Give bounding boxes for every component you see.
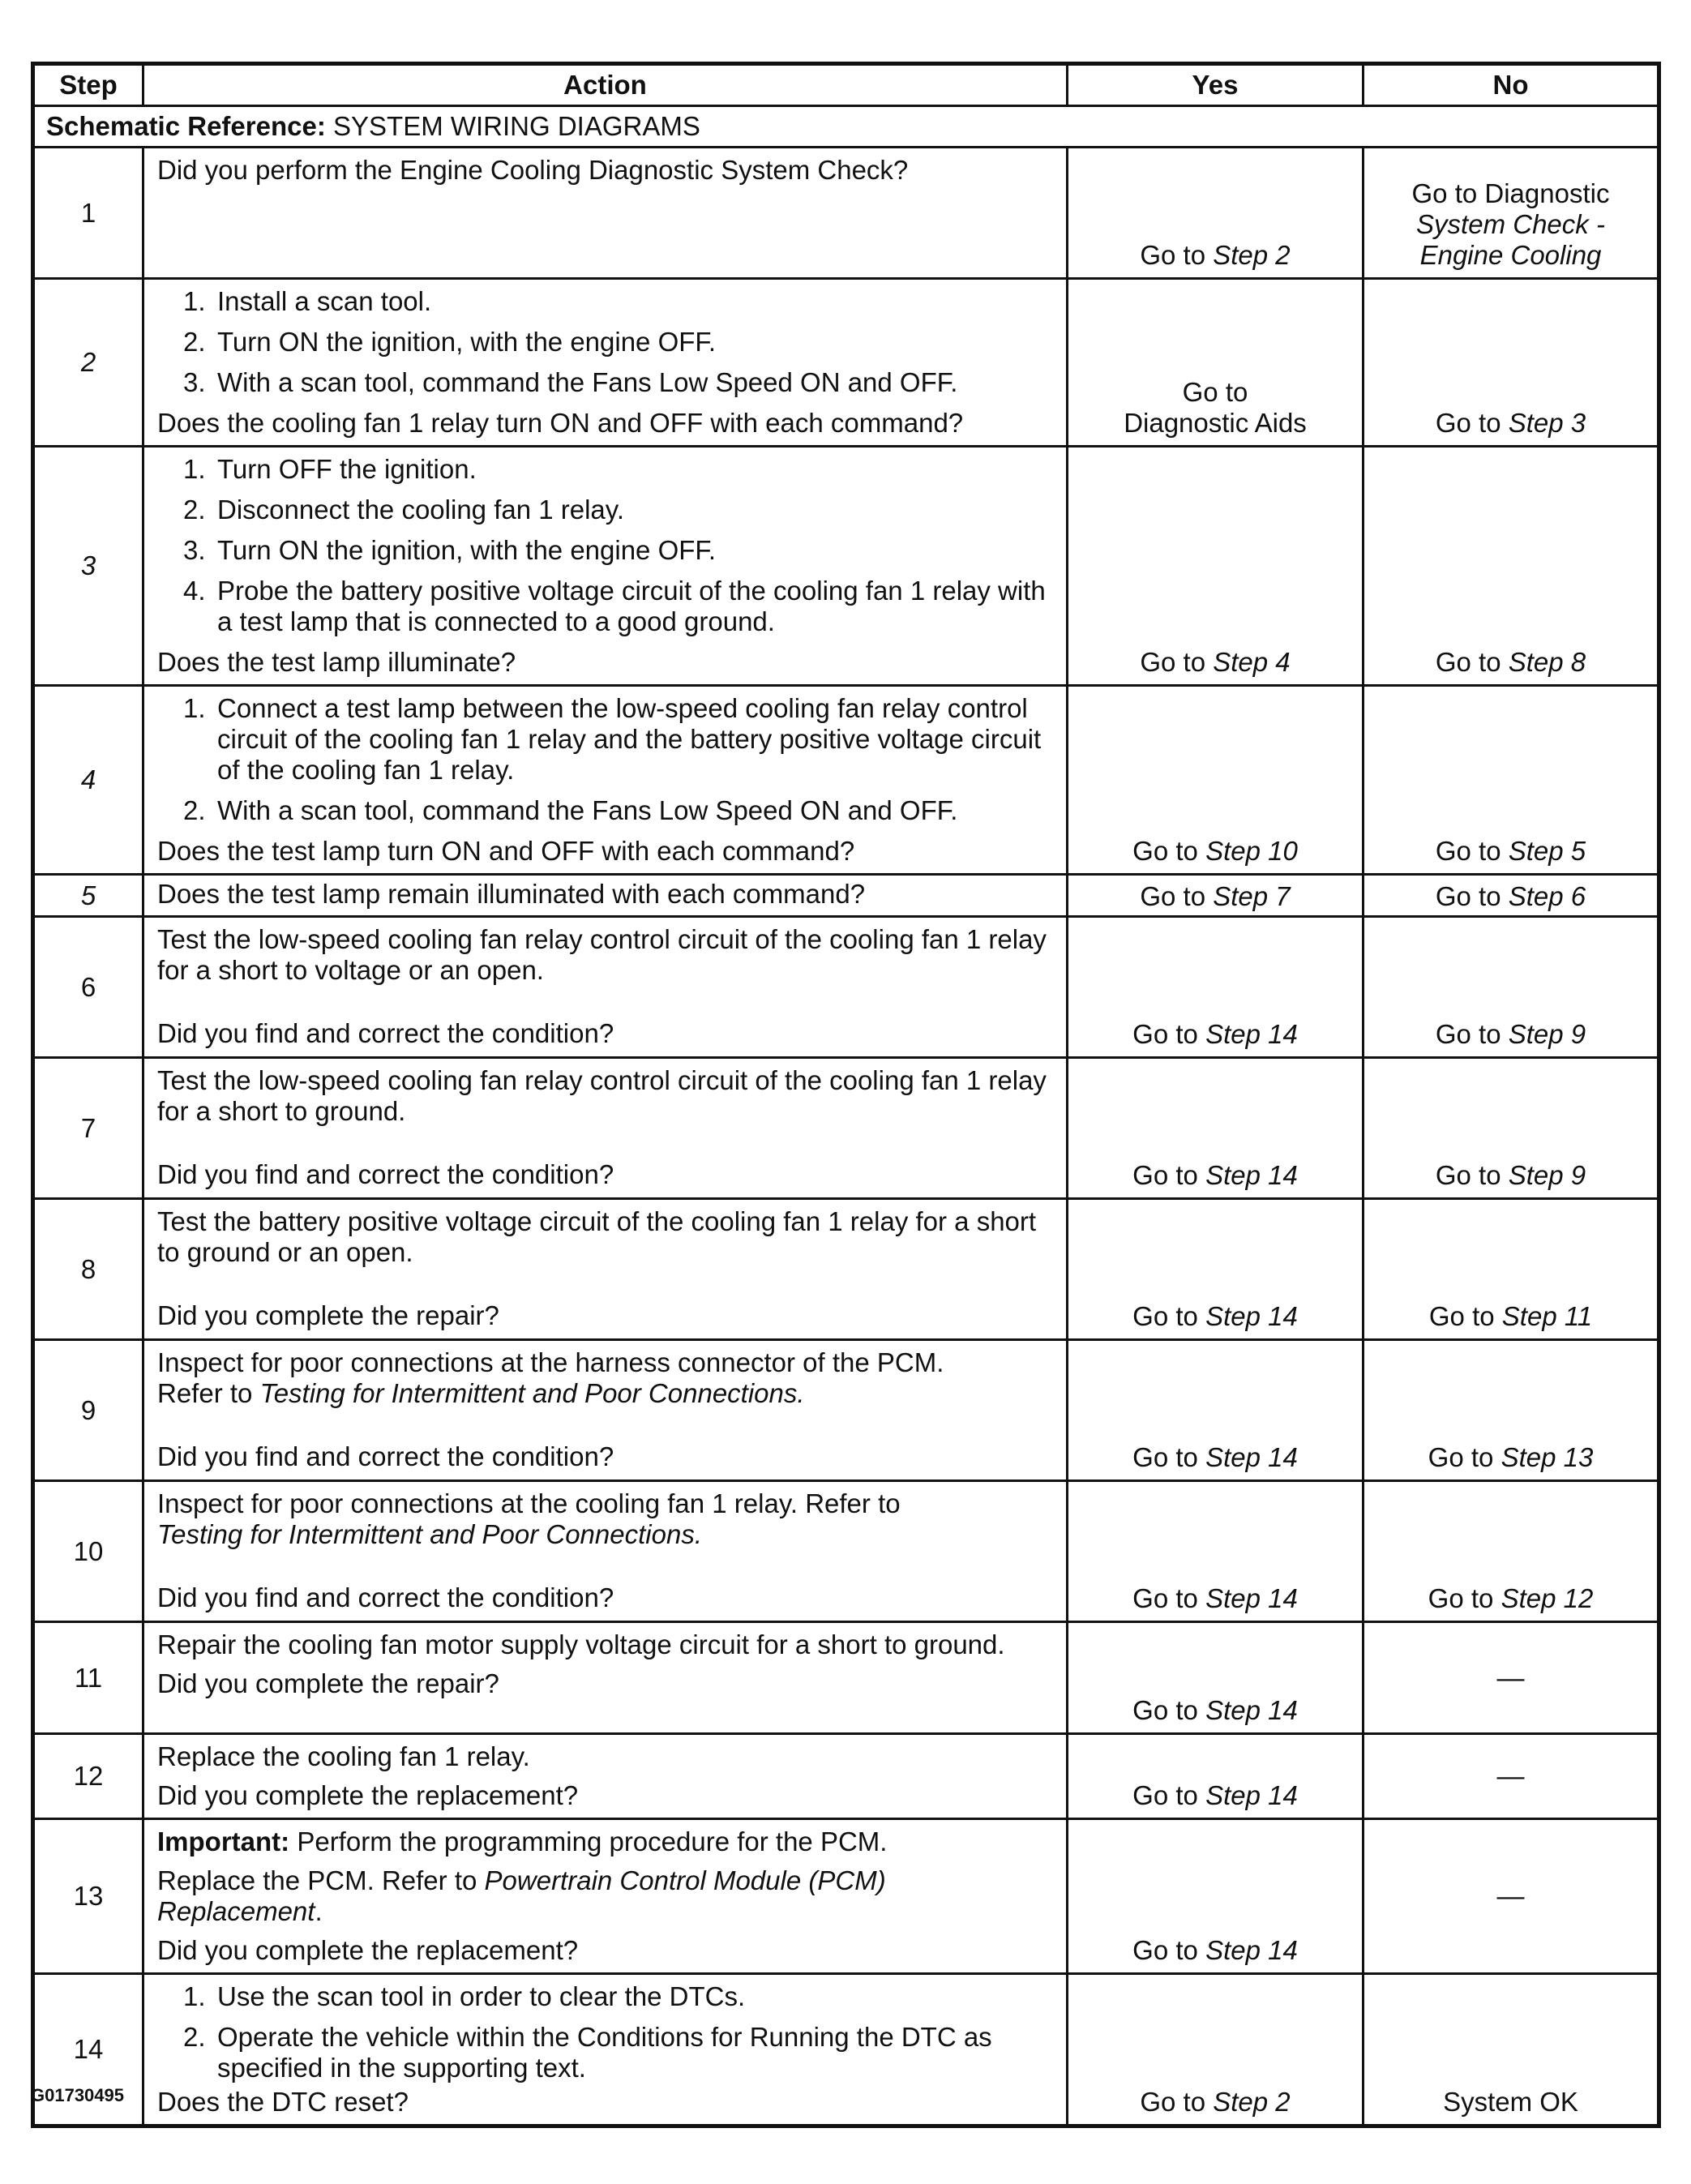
- action-question: Does the DTC reset?: [157, 2087, 409, 2117]
- table-row: [33, 1974, 1659, 2126]
- no-cell: [1364, 1734, 1659, 1819]
- yes-cell: [1068, 1974, 1364, 2126]
- yes-prefix: Go to: [1132, 1583, 1198, 1613]
- action-cell: Important: Perform the programming procedure for the PCM. Replace the PCM. Refer to Powertrain Control Module (PCM) Replacement. Did you complete the replacement?: [143, 1819, 1068, 1974]
- yes-step-link[interactable]: Step 14: [1205, 1780, 1298, 1810]
- schematic-value: SYSTEM WIRING DIAGRAMS: [333, 111, 700, 141]
- action-question: Did you find and correct the condition?: [157, 1018, 614, 1048]
- no-step-link[interactable]: Step 9: [1508, 1160, 1586, 1190]
- no-cell: [1364, 1199, 1659, 1340]
- yes-step-link[interactable]: Step 4: [1213, 647, 1291, 677]
- no-result: System OK: [1443, 2087, 1578, 2117]
- action-text: Replace the cooling fan 1 relay.: [157, 1741, 530, 1771]
- reference-link[interactable]: Testing for Intermittent and Poor Connections.: [157, 1519, 702, 1549]
- step-number: 14: [33, 1974, 143, 2126]
- action-cell: [143, 148, 1068, 279]
- action-cell: [143, 1734, 1068, 1819]
- table-row: [33, 148, 1659, 279]
- action-question: Did you complete the replacement?: [157, 1780, 579, 1810]
- action-text: Test the battery positive voltage circuit of the cooling fan 1 relay for a short to ground or an open.: [157, 1206, 1037, 1267]
- table-row: [33, 1340, 1659, 1481]
- diagnostic-table-container: [31, 62, 1657, 2128]
- no-step-link[interactable]: Step 13: [1500, 1442, 1594, 1472]
- action-question: Did you find and correct the condition?: [157, 1441, 614, 1471]
- yes-step-link[interactable]: Step 2: [1213, 240, 1291, 270]
- yes-step-link[interactable]: Step 14: [1205, 1935, 1298, 1965]
- yes-prefix: Go to: [1132, 1442, 1198, 1472]
- yes-prefix: Go to: [1132, 1935, 1198, 1965]
- refer-prefix: Refer to: [157, 1378, 253, 1408]
- step-number: 12: [33, 1734, 143, 1819]
- action-item: 1. Connect a test lamp between the low-speed cooling fan relay control circuit of the cooling fan 1 relay and the battery positive voltage circuit of the cooling fan 1 relay.: [183, 693, 1042, 785]
- table-row: [33, 279, 1659, 447]
- step-number: 1: [33, 148, 143, 279]
- action-cell: [143, 686, 1068, 875]
- no-step-link[interactable]: Step 11: [1501, 1301, 1593, 1331]
- header-no: No: [1364, 64, 1659, 106]
- step-number: 3: [33, 447, 143, 686]
- yes-cell: [1068, 1340, 1364, 1481]
- yes-prefix: Go to: [1140, 240, 1206, 270]
- action-cell: [143, 447, 1068, 686]
- no-cell: [1364, 875, 1659, 917]
- no-prefix: Go to: [1428, 1442, 1494, 1472]
- no-link-line-2[interactable]: System Check -: [1416, 209, 1605, 239]
- reference-link[interactable]: Testing for Intermittent and Poor Connections.: [259, 1378, 805, 1408]
- action-text: Test the low-speed cooling fan relay control circuit of the cooling fan 1 relay for a short to voltage or an open.: [157, 924, 1047, 985]
- no-prefix: Go to: [1435, 836, 1501, 866]
- no-link-line-1[interactable]: Go to Diagnostic: [1411, 178, 1610, 208]
- action-cell: [143, 917, 1068, 1058]
- action-question: Does the cooling fan 1 relay turn ON and OFF with each command?: [157, 408, 964, 438]
- no-step-link[interactable]: Step 6: [1508, 881, 1586, 911]
- action-cell: [143, 1481, 1068, 1622]
- step-number: 4: [33, 686, 143, 875]
- step-number: 7: [33, 1058, 143, 1199]
- no-step-link[interactable]: Step 3: [1508, 408, 1586, 438]
- no-link-line-3[interactable]: Engine Cooling: [1419, 240, 1602, 270]
- no-prefix: Go to: [1435, 647, 1501, 677]
- table-row: [33, 686, 1659, 875]
- step-number: 8: [33, 1199, 143, 1340]
- action-text: Inspect for poor connections at the harness connector of the PCM.: [157, 1347, 944, 1377]
- action-item: 1. Use the scan tool in order to clear the DTCs.: [183, 1981, 746, 2011]
- yes-cell: [1068, 686, 1364, 875]
- no-not-applicable: —: [1496, 1662, 1525, 1694]
- no-cell: [1364, 279, 1659, 447]
- yes-cell: [1068, 1199, 1364, 1340]
- yes-cell: [1068, 917, 1364, 1058]
- yes-step-link[interactable]: Step 14: [1205, 1583, 1298, 1613]
- yes-link[interactable]: Diagnostic Aids: [1124, 408, 1307, 438]
- no-cell: [1364, 148, 1659, 279]
- yes-cell: [1068, 148, 1364, 279]
- no-prefix: Go to: [1428, 1301, 1495, 1331]
- no-cell: [1364, 1622, 1659, 1734]
- no-prefix: Go to: [1435, 1160, 1501, 1190]
- step-number: 11: [33, 1622, 143, 1734]
- table-row: [33, 1058, 1659, 1199]
- yes-cell: [1068, 1819, 1364, 1974]
- table-row: [33, 1819, 1659, 1974]
- yes-cell: [1068, 279, 1364, 447]
- action-item: 3. Turn ON the ignition, with the engine OFF.: [183, 535, 717, 565]
- action-cell: [143, 875, 1068, 917]
- no-prefix: Go to: [1435, 1019, 1501, 1049]
- no-step-link[interactable]: Step 5: [1508, 836, 1586, 866]
- reference-link[interactable]: Powertrain Control Module (PCM) Replacement: [157, 1865, 886, 1926]
- action-question: Did you perform the Engine Cooling Diagnostic System Check?: [157, 155, 909, 185]
- action-text: Test the low-speed cooling fan relay control circuit of the cooling fan 1 relay for a short to ground.: [157, 1065, 1047, 1126]
- no-cell: [1364, 1058, 1659, 1199]
- yes-prefix: Go to: [1132, 1780, 1198, 1810]
- action-cell: [143, 1058, 1068, 1199]
- figure-id: G01730495: [31, 2085, 124, 2105]
- diagnostic-table: [31, 62, 1661, 2128]
- table-row: [33, 875, 1659, 917]
- no-cell: [1364, 1340, 1659, 1481]
- no-prefix: Go to: [1435, 408, 1501, 438]
- header-step: Step: [33, 64, 143, 106]
- yes-cell: [1068, 1058, 1364, 1199]
- yes-prefix: Go to: [1132, 1019, 1198, 1049]
- table-row: [33, 1622, 1659, 1734]
- yes-prefix: Go to: [1132, 1301, 1198, 1331]
- no-prefix: Go to: [1435, 881, 1501, 911]
- step-number: 10: [33, 1481, 143, 1622]
- action-question: Did you find and correct the condition?: [157, 1159, 614, 1189]
- table-row: [33, 1734, 1659, 1819]
- table-row: [33, 1481, 1659, 1622]
- yes-step-link[interactable]: Step 14: [1205, 1695, 1298, 1725]
- action-cell: [143, 1199, 1068, 1340]
- action-cell: [143, 1974, 1068, 2126]
- no-cell: [1364, 686, 1659, 875]
- table-row: [33, 447, 1659, 686]
- yes-step-link[interactable]: Step 14: [1205, 1301, 1298, 1331]
- yes-cell: [1068, 1734, 1364, 1819]
- no-cell: [1364, 917, 1659, 1058]
- yes-prefix: Go to: [1132, 1160, 1198, 1190]
- yes-step-link[interactable]: Step 14: [1205, 1442, 1298, 1472]
- no-step-link[interactable]: Step 9: [1508, 1019, 1586, 1049]
- important-label: Important:: [157, 1826, 290, 1856]
- yes-prefix: Go to: [1132, 1695, 1198, 1725]
- table-row: [33, 1199, 1659, 1340]
- no-prefix: Go to: [1428, 1583, 1494, 1613]
- schematic-reference-row: [33, 106, 1659, 148]
- yes-cell: [1068, 1622, 1364, 1734]
- no-not-applicable: —: [1496, 1881, 1525, 1912]
- action-item: 2. Operate the vehicle within the Conditions for Running the DTC as specified in the supporting text.: [183, 2022, 992, 2083]
- yes-step-link[interactable]: Step 10: [1205, 836, 1298, 866]
- step-number: 13: [33, 1819, 143, 1974]
- yes-step-link[interactable]: Step 7: [1213, 881, 1291, 911]
- yes-cell: [1068, 447, 1364, 686]
- step-number: 9: [33, 1340, 143, 1481]
- no-cell: [1364, 1974, 1659, 2126]
- yes-step-link[interactable]: Step 2: [1213, 2087, 1291, 2117]
- action-question: Did you complete the replacement?: [157, 1935, 579, 1965]
- step-number: 5: [33, 875, 143, 917]
- action-question: Did you complete the repair?: [157, 1668, 499, 1698]
- yes-prefix: Go to: [1140, 2087, 1206, 2117]
- action-item: 2. Disconnect the cooling fan 1 relay.: [183, 495, 625, 525]
- action-question: Did you complete the repair?: [157, 1300, 499, 1330]
- action-question: Did you find and correct the condition?: [157, 1582, 614, 1612]
- action-question: Does the test lamp turn ON and OFF with each command?: [157, 836, 855, 866]
- yes-cell: [1068, 1481, 1364, 1622]
- header-action: Action: [143, 64, 1068, 106]
- yes-prefix: Go to: [1140, 881, 1206, 911]
- important-text: Perform the programming procedure for the PCM.: [297, 1826, 888, 1856]
- step-number: 6: [33, 917, 143, 1058]
- yes-prefix: Go to: [1132, 836, 1198, 866]
- step-number: 2: [33, 279, 143, 447]
- action-cell: [143, 279, 1068, 447]
- action-item: 1. Install a scan tool.: [183, 286, 432, 316]
- no-cell: [1364, 1481, 1659, 1622]
- yes-cell: [1068, 875, 1364, 917]
- action-question: Does the test lamp illuminate?: [157, 647, 516, 677]
- action-text: Repair the cooling fan motor supply voltage circuit for a short to ground.: [157, 1629, 1005, 1659]
- action-question: Does the test lamp remain illuminated with each command?: [157, 879, 866, 909]
- yes-step-link[interactable]: Step 14: [1205, 1160, 1298, 1190]
- action-item: 4. Probe the battery positive voltage circuit of the cooling fan 1 relay with a test lamp that is connected to a good ground.: [183, 576, 1046, 636]
- no-not-applicable: —: [1496, 1761, 1525, 1792]
- table-header-row: [33, 64, 1659, 106]
- action-item: 3. With a scan tool, command the Fans Low Speed ON and OFF.: [183, 367, 958, 397]
- table-row: [33, 917, 1659, 1058]
- yes-step-link[interactable]: Step 14: [1205, 1019, 1298, 1049]
- no-cell: [1364, 1819, 1659, 1974]
- yes-prefix: Go to: [1140, 647, 1206, 677]
- schematic-label: Schematic Reference:: [46, 111, 326, 141]
- action-cell: [143, 1340, 1068, 1481]
- no-step-link[interactable]: Step 12: [1500, 1583, 1594, 1613]
- no-cell: [1364, 447, 1659, 686]
- action-item: 2. Turn ON the ignition, with the engine OFF.: [183, 327, 717, 357]
- yes-prefix: Go to: [1182, 377, 1248, 407]
- action-cell: [143, 1622, 1068, 1734]
- action-text: Replace the PCM. Refer to: [157, 1865, 477, 1895]
- no-step-link[interactable]: Step 8: [1508, 647, 1586, 677]
- action-item: 2. With a scan tool, command the Fans Low Speed ON and OFF.: [183, 795, 958, 825]
- action-item: 1. Turn OFF the ignition.: [183, 454, 477, 484]
- action-text: Inspect for poor connections at the cooling fan 1 relay. Refer to: [157, 1488, 901, 1518]
- header-yes: Yes: [1068, 64, 1364, 106]
